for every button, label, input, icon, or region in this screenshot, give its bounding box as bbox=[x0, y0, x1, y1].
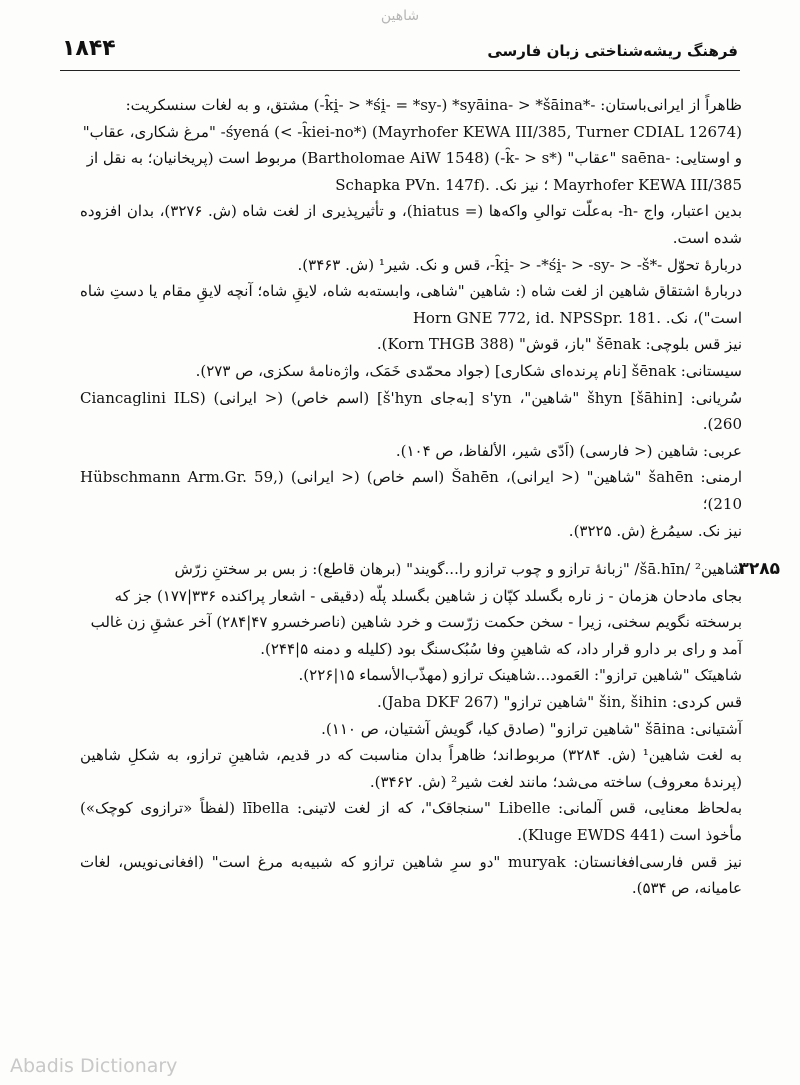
dictionary-text bbox=[80, 92, 780, 902]
paragraph: نیز قس فارسی‌افغانستان: muryak "دو سرِ شاهین ترازو که شبیه‌به مرغ است" (افغانی‌نویس، لغات عامیانه، ص ۵۳۴). bbox=[80, 852, 743, 898]
paragraph: آشتیانی: šāina "شاهین ترازو" (صادق کیا، گویش آشتیان، ص ۱۱۰). bbox=[321, 719, 742, 738]
paragraph: قس کردی: šin, šihin "شاهین ترازو" (Jaba DKF 267). bbox=[376, 693, 742, 712]
paragraph: و اوستایی: -saēna "عقاب" (*k̑- > s-) (Bartholomae AiW 1548) مربوط است (پریخانیان؛ به نقل از bbox=[86, 149, 742, 168]
paragraph: نیز نک. سیمُرغ (ش. ۳۲۲۵). bbox=[568, 521, 742, 540]
paragraph: بدین اعتبار، واج -h- به‌علّت توالیِ واکه‌ها (= hiatus)، و تأثیرپذیری از لغت شاه (ش. ۳۲۷۶)، بدان افزوده شده است. bbox=[80, 202, 743, 247]
paragraph: نیز قس بلوچی: šēnak "باز، قوش" (Korn THGB 388). bbox=[376, 335, 742, 354]
paragraph: دربارهٔ اشتقاق شاهین از لغت شاه (: شاهین "شاهی، وابسته‌به شاه، لایقِ شاه؛ آنچه لایقِ مقام یا دستِ شاه است")، نک. .Horn GNE 772, id. NPSSpr. 181 bbox=[80, 282, 742, 327]
book-title: فرهنگ ریشه‌شناختی زبان فارسی bbox=[487, 42, 738, 60]
paragraph: عربی: شاهین (< فارسی) (اَدّی شیر، الألفاظ، ص ۱۰۴). bbox=[395, 441, 742, 460]
entry-quote-line: بجای مادحان هزمان - ز ناره بگسلد کپّان ز شاهین بگسلد پلّه (دقیقی - اشعار پراکنده ۳۳۶|۱۷۷) جز که bbox=[114, 586, 742, 605]
paragraph: سُریانی: šhyn [šāhin] "شاهین"، s'yn [به‌جای š'hyn] (اسم خاص) (< ایرانی) (Ciancaglini ILS 260). bbox=[80, 388, 743, 434]
dictionary-entry bbox=[80, 556, 780, 662]
paragraph: به لغت شاهین¹ (ش. ۳۲۸۴) مربوط‌اند؛ ظاهراً بدان مناسبت که در قدیم، شاهینِ ترازو، به شکلِ شاهین (پرندهٔ معروف) ساخته می‌شد؛ مانند لغت شیر² (ش. ۳۴۶۲). bbox=[80, 746, 742, 791]
entry-quote-line: برسخته نگویم سخنی، زیرا - سخن حکمت زرّست و خرد شاهین (ناصرخسرو ۴۷|۲۸۴) آخر عشقِ زن غالب bbox=[90, 613, 742, 632]
paragraph: ظاهراً از ایرانی‌باستان: -*k̑i̯- > *śi̯- = *sy-) *syāina- > *šāina-) مشتق، و به لغات سنسکریت: bbox=[125, 96, 742, 114]
paragraph: دربارهٔ تحوّل -*k̑i̯- > -*śi̯- > -sy- > -š-، قس و نک. شیر¹ (ش. ۳۴۶۳). bbox=[297, 255, 742, 274]
site-label: شاهین bbox=[380, 8, 420, 24]
paragraph: ارمنی: šahēn "شاهین" (< ایرانی)، Šahēn (اسم خاص) (< ایرانی) (Hübschmann Arm.Gr. 59, 210)؛ bbox=[80, 468, 742, 513]
paragraph: به‌لحاظ معنایی، قس آلمانی: Libelle "سنجاقک"، که از لغت لاتینی: lībella (لفظاً «ترازوی کوچک») مأخوذ است (Kluge EWDS 441). bbox=[80, 799, 742, 845]
paragraph: Mayrhofer KEWA III/385 ؛ نیز نک. .(Schapka PVn. 147f bbox=[335, 175, 742, 194]
paragraph: سیستانی: šēnak [نام پرنده‌ای شکاری] (جواد محمّدی خَمَک، واژه‌نامهٔ سکزی، ص ۲۷۳). bbox=[195, 361, 742, 380]
watermark: Abadis Dictionary bbox=[10, 1055, 178, 1077]
paragraph: (Mayrhofer KEWA III/385, Turner CDIAL 12674) (*k̑iei-no- >) śyená- "مرغ شکاری، عقاب" bbox=[82, 122, 742, 141]
section-gap bbox=[80, 544, 742, 556]
entry-headline: شاهین² /šā.hīn/ "زبانهٔ ترازو و چوب ترازو را...گویند" (برهان قاطع): ز بس بر سختنِ زرّش bbox=[174, 560, 742, 579]
page-number: ۱۸۴۴ bbox=[62, 36, 116, 61]
paragraph: شاهینَک "شاهین ترازو": العَمود...شاهینک ترازو (مهذّب‌الأسماء ۱۵|۲۲۶). bbox=[298, 666, 742, 685]
entry-number: ۳۲۸۵ bbox=[738, 559, 780, 580]
running-head bbox=[60, 38, 740, 71]
entry-quote-line: آمد و رای بر دارو قرار داد، که شاهینِ وفا سُبُک‌سنگ بود (کلیله و دمنه ۵|۲۴۴). bbox=[260, 639, 742, 658]
